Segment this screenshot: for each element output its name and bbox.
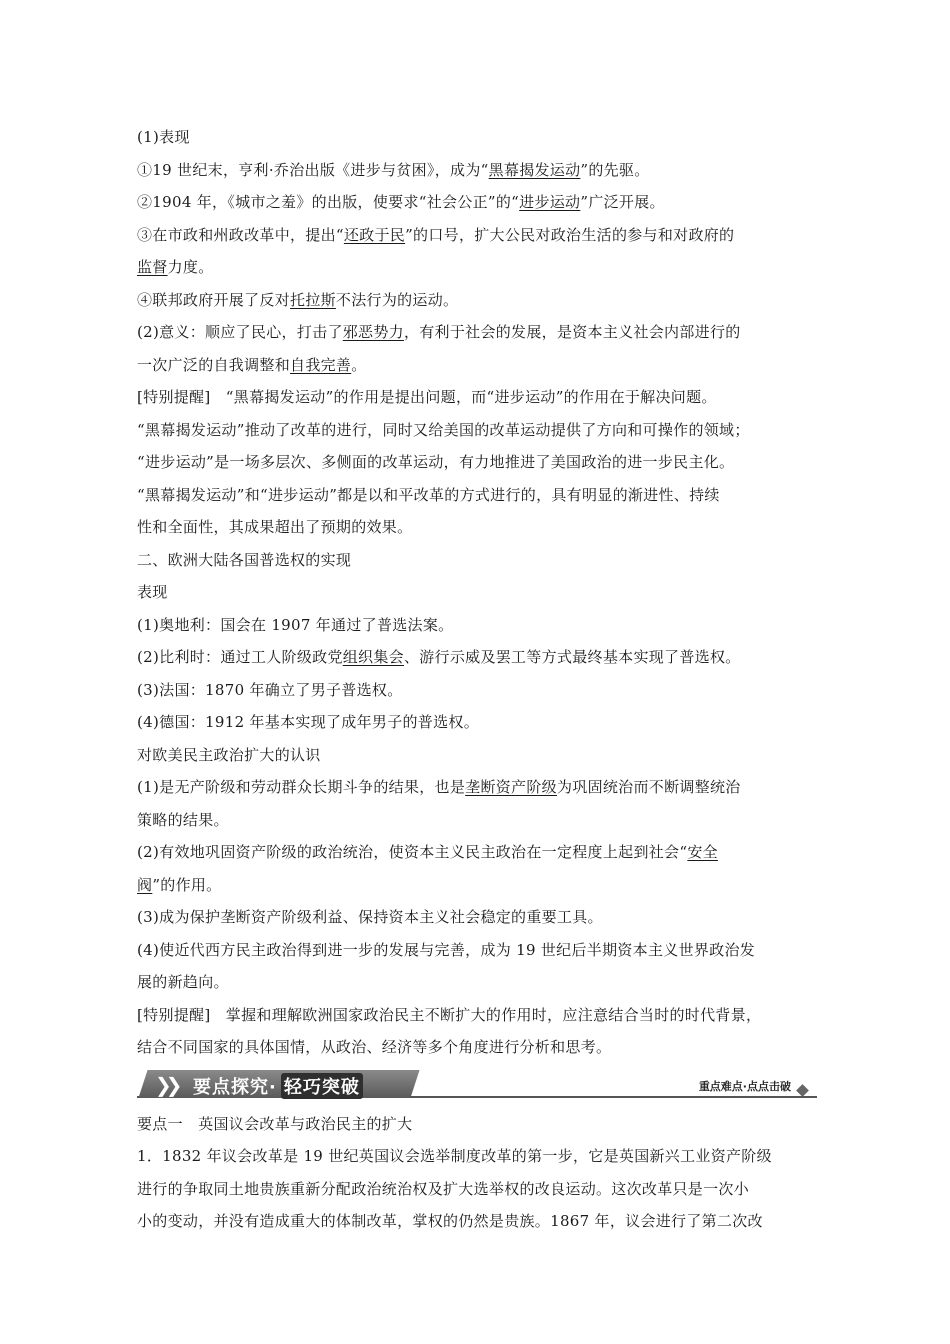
text-line xyxy=(137,284,817,317)
underlined-term: 黑幕揭发运动 xyxy=(488,160,581,179)
text-run: 。 xyxy=(351,355,367,374)
text-run: (3)法国：1870 年确立了男子普选权。 xyxy=(137,680,403,699)
underlined-term: 监督 xyxy=(137,258,168,276)
body-text-bottom xyxy=(137,1108,817,1238)
text-run: (4)德国：1912 年基本实现了成年男子的普选权。 xyxy=(137,713,479,731)
text-line xyxy=(137,739,817,772)
banner-subtitle: 轻巧突破 xyxy=(281,1073,363,1099)
text-run: ”的口号，扩大公民对政治生活的参与和对政府的 xyxy=(405,225,735,244)
text-run: 策略的结果。 xyxy=(137,810,229,829)
underlined-term: 阀 xyxy=(137,875,153,894)
banner-title xyxy=(193,1073,363,1099)
text-run: 二、欧洲大陆各国普选权的实现 xyxy=(137,550,352,569)
text-line xyxy=(137,966,817,999)
text-line xyxy=(137,251,817,284)
underlined-term: 组织集会 xyxy=(342,648,404,666)
body-text-top xyxy=(137,121,817,1064)
text-run: 表现 xyxy=(137,583,168,601)
text-run: 为巩固统治而不断调整统治 xyxy=(556,778,741,796)
banner-right-label: 重点难点·点点击破 xyxy=(698,1079,791,1093)
text-line xyxy=(137,381,817,414)
text-line xyxy=(137,349,817,382)
text-run: 性和全面性，其成果超出了预期的效果。 xyxy=(137,518,413,536)
text-line xyxy=(137,1205,817,1238)
text-run: 力度。 xyxy=(167,258,214,276)
text-line xyxy=(137,641,817,674)
text-line xyxy=(137,154,817,187)
text-run: 不法行为的运动。 xyxy=(335,290,459,309)
text-line xyxy=(137,609,817,642)
text-line xyxy=(137,836,817,869)
text-run: [特别提醒] “黑幕揭发运动”的作用是提出问题，而“进步运动”的作用在于解决问题。 xyxy=(137,388,717,406)
text-line xyxy=(137,446,817,479)
banner-title-main: 要点探究 xyxy=(193,1076,269,1098)
text-line xyxy=(137,999,817,1032)
text-run: ①19 世纪末，亨利·乔治出版《进步与贫困》，成为“ xyxy=(137,160,489,179)
underlined-term: 邪恶势力 xyxy=(342,323,404,341)
text-line xyxy=(137,219,817,252)
text-run: [特别提醒] 掌握和理解欧洲国家政治民主不断扩大的作用时，应注意结合当时的时代背景， xyxy=(137,1005,762,1024)
text-line xyxy=(137,316,817,349)
banner-dot: · xyxy=(269,1076,277,1098)
text-line xyxy=(137,1031,817,1064)
underlined-term: 安全 xyxy=(687,843,718,861)
text-run: 1．1832 年议会改革是 19 世纪英国议会选举制度改革的第一步，它是英国新兴工业资产阶级 xyxy=(137,1147,772,1165)
underlined-term: 自我完善 xyxy=(290,355,352,374)
text-run: ③在市政和州政改革中，提出“ xyxy=(137,225,344,244)
text-line xyxy=(137,771,817,804)
text-run: 展的新趋向。 xyxy=(137,973,229,991)
underlined-term: 还政于民 xyxy=(343,225,406,244)
text-line xyxy=(137,511,817,544)
text-line xyxy=(137,1140,817,1173)
text-run: ”广泛开展。 xyxy=(580,193,665,211)
text-run: (1)是无产阶级和劳动群众长期斗争的结果，也是 xyxy=(137,778,466,796)
text-run: 小的变动，并没有造成重大的体制改革，掌权的仍然是贵族。1867 年，议会进行了第二次改 xyxy=(137,1212,763,1230)
text-run: (2)比利时：通过工人阶级政党 xyxy=(137,648,343,666)
underlined-term: 进步运动 xyxy=(519,193,581,211)
text-run: 一次广泛的自我调整和 xyxy=(137,355,291,374)
text-run: ②1904 年，《城市之羞》的出版，使要求“社会公正”的“ xyxy=(137,193,520,211)
text-run: 对欧美民主政治扩大的认识 xyxy=(137,745,321,764)
text-line xyxy=(137,414,817,447)
text-run: ”的作用。 xyxy=(152,875,222,894)
text-run: (2)有效地巩固资产阶级的政治统治，使资本主义民主政治在一定程度上起到社会“ xyxy=(137,843,688,861)
text-run: (3)成为保护垄断资产阶级利益、保持资本主义社会稳定的重要工具。 xyxy=(137,908,603,926)
text-line xyxy=(137,186,817,219)
text-run: “黑幕揭发运动”和“进步运动”都是以和平改革的方式进行的，具有明显的渐进性、持续 xyxy=(137,485,720,504)
text-run: 、游行示威及罢工等方式最终基本实现了普选权。 xyxy=(403,648,741,666)
text-run: (1)奥地利：国会在 1907 年通过了普选法案。 xyxy=(137,615,454,634)
text-line xyxy=(137,121,817,154)
document-page xyxy=(137,121,817,1238)
text-run: 要点一 英国议会改革与政治民主的扩大 xyxy=(137,1114,413,1133)
text-line xyxy=(137,934,817,967)
text-run: 进行的争取同土地贵族重新分配政治统治权及扩大选举权的改良运动。这次改革只是一次小 xyxy=(137,1179,750,1198)
text-run: “进步运动”是一场多层次、多侧面的改革运动，有力地推进了美国政治的进一步民主化。 xyxy=(137,453,735,471)
text-line xyxy=(137,869,817,902)
section-banner xyxy=(137,1070,817,1106)
text-line xyxy=(137,479,817,512)
text-line xyxy=(137,544,817,577)
text-line xyxy=(137,901,817,934)
text-run: (2)意义：顺应了民心，打击了 xyxy=(137,323,343,341)
text-run: ，有利于社会的发展，是资本主义社会内部进行的 xyxy=(403,323,741,341)
underlined-term: 垄断资产阶级 xyxy=(465,778,557,796)
text-run: 结合不同国家的具体国情，从政治、经济等多个角度进行分析和思考。 xyxy=(137,1038,612,1056)
text-run: “黑幕揭发运动”推动了改革的进行，同时又给美国的改革运动提供了方向和可操作的领域； xyxy=(137,420,750,439)
text-line xyxy=(137,804,817,837)
double-chevron-icon: ❯❯ xyxy=(155,1072,177,1097)
text-line xyxy=(137,674,817,707)
text-run: ”的先驱。 xyxy=(580,160,650,179)
text-line xyxy=(137,706,817,739)
text-line xyxy=(137,576,817,609)
text-run: (1)表现 xyxy=(137,128,190,146)
text-run: ④联邦政府开展了反对 xyxy=(137,290,291,309)
text-line xyxy=(137,1173,817,1206)
underlined-term: 托拉斯 xyxy=(290,290,336,309)
text-run: (4)使近代西方民主政治得到进一步的发展与完善，成为 19 世纪后半期资本主义世界政治发 xyxy=(137,940,756,959)
text-line xyxy=(137,1108,817,1141)
